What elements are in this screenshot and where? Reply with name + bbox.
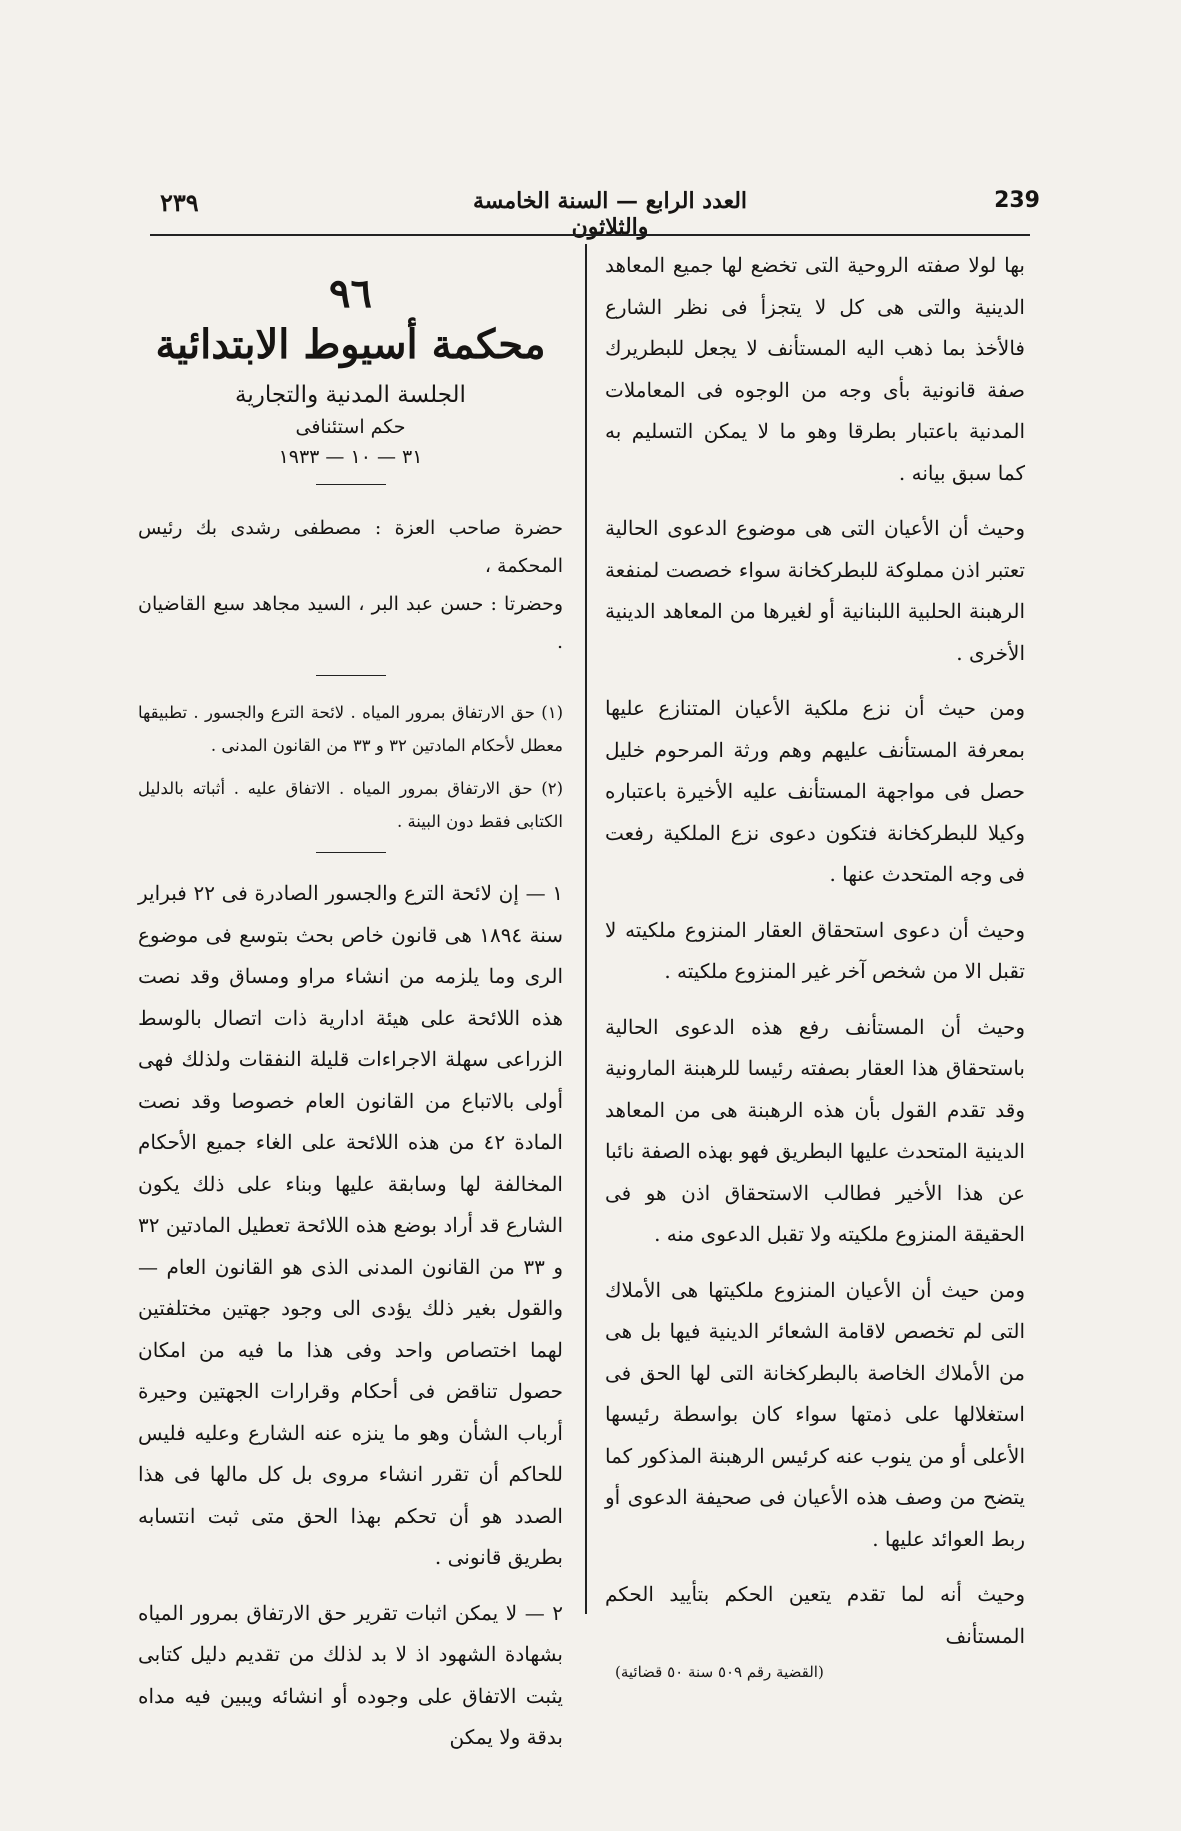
separator-rule <box>316 484 386 485</box>
body-paragraph: وحيث أنه لما تقدم يتعين الحكم بتأييد الحكم المستأنف <box>605 1582 1025 1648</box>
session-type: الجلسة المدنية والتجارية <box>235 382 466 408</box>
page-number-latin: 239 <box>994 188 1040 213</box>
body-paragraph: وحيث أن الأعيان التى هى موضوع الدعوى الحالية تعتبر اذن مملوكة للبطركخانة سواء خصصت لمنفعة الرهبنة الحلبية اللبنانية أو لغيرها من المعاهد الدينية الأخرى . <box>605 516 1025 665</box>
judgment-date: ٣١ — ١٠ — ١٩٣٣ <box>278 446 423 468</box>
bench-president: حضرة صاحب العزة : مصطفى رشدى بك رئيس المحكمة ، <box>138 517 563 577</box>
page-header <box>140 188 1040 240</box>
case-number: ٩٦ <box>329 270 372 317</box>
body-paragraph: وحيث أن دعوى استحقاق العقار المنزوع ملكيته لا تقبل الا من شخص آخر غير المنزوع ملكيته . <box>605 917 1025 983</box>
principle-paragraph-2: ٢ — لا يمكن اثبات تقرير حق الارتفاق بمرور المياه بشهادة الشهود اذ لا بد لذلك من تقديم دليل كتابى يثبت الاتفاق على وجوده أو انشائه ويبين فيه مداه بدقة ولا يمكن <box>138 1600 563 1749</box>
headnote-1: (١) حق الارتفاق بمرور المياه . لائحة الترع والجسور . تطبيقها معطل لأحكام المادتين ٣٢ و ٣٣ من القانون المدنى . <box>138 703 563 755</box>
case-reference: (القضية رقم ٥٠٩ سنة ٥٠ قضائية) <box>615 1663 824 1681</box>
running-title: العدد الرابع — السنة الخامسة والثلاثون <box>472 188 748 240</box>
headnote-2: (٢) حق الارتفاق بمرور المياه . الاتفاق عليه . أثباته بالدليل الكتابى فقط دون البينة . <box>138 779 563 831</box>
body-paragraph: ومن حيث أن نزع ملكية الأعيان المتنازع عليها بمعرفة المستأنف عليهم وهم ورثة المرحوم خليل حصل فى مواجهة المستأنف عليه الأخيرة باعتباره وكيلا للبطركخانة فتكون دعوى نزع الملكية رفعت فى وجه المتحدث عنها . <box>605 696 1025 886</box>
header-rule <box>150 234 1030 236</box>
page-number-arabic: ٢٣٩ <box>160 188 199 217</box>
separator-rule <box>316 852 386 853</box>
body-paragraph: بها لولا صفته الروحية التى تخضع لها جميع المعاهد الدينية والتى هى كل لا يتجزأ فى نظر الشارع فالأخذ بما ذهب اليه المستأنف لا يجعل للبطريرك صفة قانونية بأى وجه من الوجوه فى المعاملات المدنية باعتبار بطرقا وهو ما لا يمكن التسليم به كما سبق بيانه . <box>605 253 1025 485</box>
body-paragraph: وحيث أن المستأنف رفع هذه الدعوى الحالية باستحقاق هذا العقار بصفته رئيسا للرهبنة المارونية وقد تقدم القول بأن هذه الرهبنة هى من المعاهد الدينية المتحدث عليها البطريق فهو بهذه الصفة نائبا عن هذا الأخير فطالب الاستحقاق اذن هو فى الحقيقة المنزوع ملكيته ولا تقبل الدعوى منه . <box>605 1014 1025 1246</box>
right-column <box>605 245 1025 1681</box>
court-name: محكمة أسيوط الابتدائية <box>155 321 546 368</box>
left-column <box>138 250 563 1765</box>
principle-paragraph-1: ١ — إن لائحة الترع والجسور الصادرة فى ٢٢ فبراير سنة ١٨٩٤ هى قانون خاص بحث بتوسع فى موضوع الرى وما يلزمه من انشاء مراو ومساق وقد نصت هذه اللائحة على هيئة ادارية ذات اتصال بالوسط الزراعى سهلة الاجراءات قليلة النفقات ولذلك فهى أولى بالاتباع من القانون العام خصوصا وقد نصت المادة ٤٢ من هذه اللائحة على الغاء جميع الأحكام المخالفة لها وسابقة عليها وبناء على ذلك يكون الشارع قد أراد بوضع هذه اللائحة تعطيل المادتين ٣٢ و ٣٣ من القانون المدنى الذى هو القانون العام — والقول بغير ذلك يؤدى الى وجود جهتين مختلفتين لهما اختصاص واحد وفى هذا ما فيه من امكان حصول تناقض فى أحكام وقرارات الجهتين وحيرة أرباب الشأن وهو ما ينزه عنه الشارع وعليه فليس للحاكم أن تقرر انشاء مروى بل كل مالها فى هذا الصدد هو أن تحكم بهذا الحق متى ثبت انتسابه بطريق قانونى . <box>138 881 563 1569</box>
body-paragraph: ومن حيث أن الأعيان المنزوع ملكيتها هى الأملاك التى لم تخصص لاقامة الشعائر الدينية فيها بل هى من الأملاك الخاصة بالبطركخانة التى لها الحق فى استغلالها على ذمتها سواء كان بواسطة رئيسها الأعلى أو من ينوب عنه كرئيس الرهبنة المذكور كما يتضح من وصف هذه الأعيان فى صحيفة الدعوى أو ربط العوائد عليها . <box>605 1277 1025 1551</box>
column-divider <box>585 244 587 1614</box>
judgment-type: حكم استئنافى <box>295 416 406 438</box>
bench-judges: وحضرتا : حسن عبد البر ، السيد مجاهد سبع القاضيان . <box>138 593 563 653</box>
separator-rule <box>316 675 386 676</box>
